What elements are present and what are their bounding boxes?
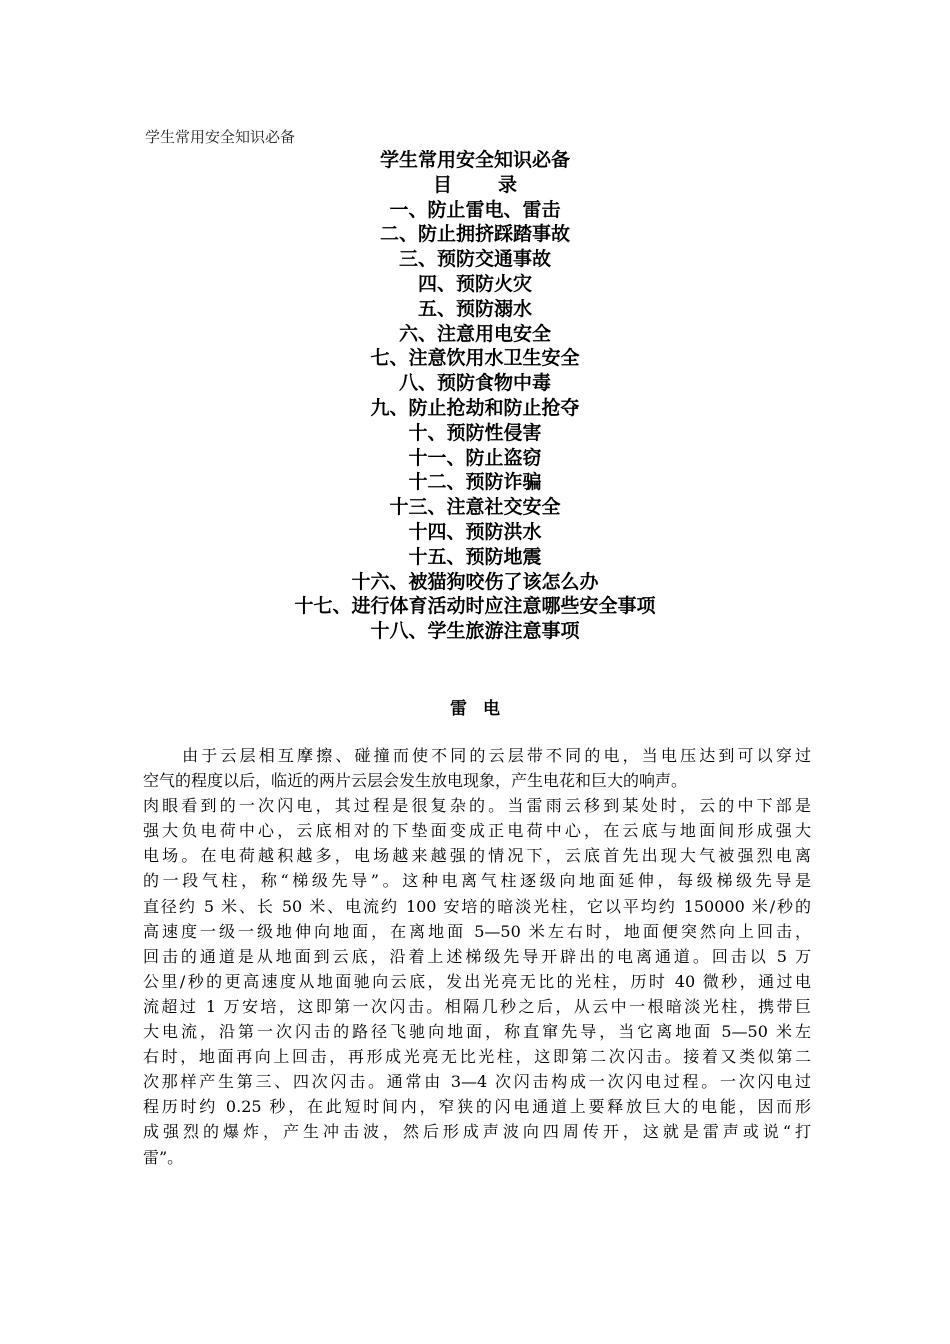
paragraph-line: 次那样产生第三、四次闪击。通常由 3—4 次闪击构成一次闪电过程。一次闪电过	[143, 1072, 811, 1092]
document-title: 学生常用安全知识必备	[379, 149, 570, 171]
toc-item: 十四、预防洪水	[408, 520, 542, 543]
toc-item: 十三、注意社交安全	[389, 496, 561, 519]
paragraph-line: 雷”。	[143, 1147, 184, 1167]
paragraph-line: 回击的通道是从地面到云底，沿着上述梯级先导开辟出的电离通道。回击以 5 万	[143, 946, 811, 966]
paragraph-line: 强大负电荷中心，云底相对的下垫面变成正电荷中心，在云底与地面间形成强大	[143, 821, 811, 841]
paragraph-line: 空气的程度以后，临近的两片云层会发生放电现象，产生电花和巨大的响声。	[143, 771, 688, 791]
toc-item: 十二、预防诈骗	[408, 471, 542, 494]
header-note: 学生常用安全知识必备	[145, 128, 296, 146]
toc-item: 八、预防食物中毒	[398, 372, 551, 395]
contents-heading	[140, 173, 810, 198]
toc-item: 五、预防溺水	[417, 297, 532, 320]
paragraph-line: 大电流，沿第一次闪击的路径飞驰向地面，称直窜先导，当它离地面 5—50 米左	[143, 1022, 811, 1042]
toc-item: 七、注意饮用水卫生安全	[370, 347, 580, 370]
toc-item: 一、防止雷电、雷击	[389, 198, 561, 221]
paragraph-line	[143, 743, 811, 768]
paragraph-line: 的一段气柱，称“梯级先导”。这种电离气柱逐级向地面延伸，每级梯级先导是	[143, 871, 811, 891]
toc-item: 九、防止抢劫和防止抢夺	[370, 396, 580, 419]
toc-item: 十六、被猫狗咬伤了该怎么办	[351, 570, 599, 593]
contents-heading-left: 目	[432, 173, 452, 196]
toc-item: 十五、预防地震	[408, 545, 542, 568]
paragraph-line: 程历时约 0.25 秒，在此短时间内，窄狭的闪电通道上要释放巨大的电能，因而形	[143, 1097, 811, 1117]
section-title-left: 雷	[450, 699, 467, 719]
toc-item: 三、预防交通事故	[398, 248, 551, 271]
paragraph-line-text: 由于云层相互摩擦、碰撞而使不同的云层带不同的电，当电压达到可以穿过	[179, 746, 811, 765]
toc-item: 二、防止拥挤踩踏事故	[379, 223, 570, 246]
section-title-right: 电	[483, 699, 500, 719]
paragraph-line: 直径约 5 米、长 50 米、电流约 100 安培的暗淡光柱，它以平均约 150000 米/秒的	[143, 896, 811, 916]
toc-item: 十、预防性侵害	[408, 421, 542, 444]
toc-item: 四、预防火灾	[417, 272, 532, 295]
section-title	[140, 697, 810, 721]
paragraph-line: 肉眼看到的一次闪电，其过程是很复杂的。当雷雨云移到某处时，云的中下部是	[143, 796, 811, 816]
section-body	[143, 743, 811, 1170]
paragraph-line: 成强烈的爆炸，产生冲击波，然后形成声波向四周传开，这就是雷声或说“打	[143, 1122, 811, 1142]
contents-heading-right: 录	[498, 173, 518, 196]
paragraph-line: 高速度一级一级地伸向地面，在离地面 5—50 米左右时，地面便突然向上回击，	[143, 921, 811, 941]
paragraph-line: 右时，地面再向上回击，再形成光亮无比光柱，这即第二次闪击。接着又类似第二	[143, 1047, 811, 1067]
toc-item: 十七、进行体育活动时应注意哪些安全事项	[294, 595, 656, 618]
paragraph-line: 电场。在电荷越积越多，电场越来越强的情况下，云底首先出现大气被强烈电离	[143, 846, 811, 866]
toc-item: 六、注意用电安全	[398, 322, 551, 345]
table-of-contents	[140, 148, 810, 644]
paragraph-line: 流超过 1 万安培，这即第一次闪击。相隔几秒之后，从云中一根暗淡光柱，携带巨	[143, 996, 811, 1016]
paragraph-line: 公里/秒的更高速度从地面驰向云底，发出光亮无比的光柱，历时 40 微秒，通过电	[143, 971, 811, 991]
toc-item: 十八、学生旅游注意事项	[370, 620, 580, 643]
toc-item: 十一、防止盗窃	[408, 446, 542, 469]
